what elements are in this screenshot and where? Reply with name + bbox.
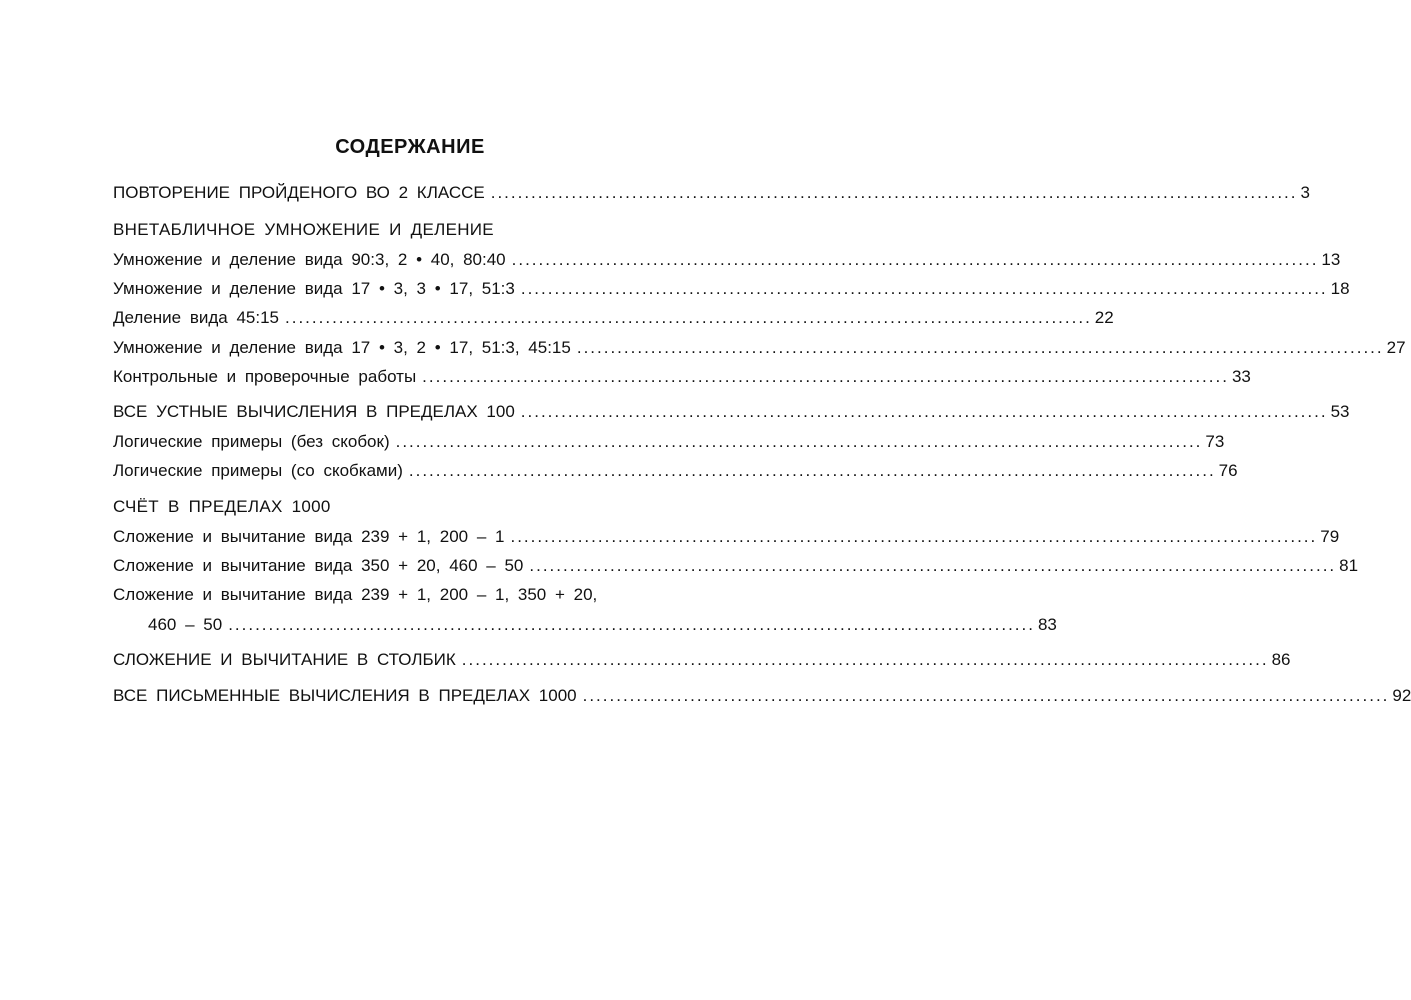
toc-entry-text: Деление вида 45:15 <box>113 308 280 327</box>
toc-page-number: 76 <box>1218 461 1238 480</box>
toc-entry-text: Логические примеры (со скобками) <box>113 461 403 480</box>
toc-page-number: 22 <box>1094 308 1114 327</box>
dot-leader: ........................................................................................................................ <box>520 402 1328 421</box>
toc-page-number: 79 <box>1320 527 1340 546</box>
dot-leader: ........................................................................................................................ <box>529 556 1337 575</box>
dot-leader: ........................................................................................................................ <box>511 250 1319 269</box>
toc-entry[interactable] <box>113 585 705 611</box>
toc-entry[interactable] <box>113 338 1406 364</box>
toc-page-number: 73 <box>1205 432 1225 451</box>
toc-entry-text: Сложение и вычитание вида 239 + 1, 200 – 1, 350 + 20, <box>113 585 598 604</box>
toc-section-repetition[interactable] <box>113 183 1310 209</box>
toc-page-number: 81 <box>1339 556 1359 575</box>
toc-entry[interactable] <box>113 308 1114 334</box>
toc-entry-text: ВСЕ ПИСЬМЕННЫЕ ВЫЧИСЛЕНИЯ В ПРЕДЕЛАХ 1000 <box>113 686 577 705</box>
toc-page-number: 27 <box>1386 338 1406 357</box>
page-title: СОДЕРЖАНИЕ <box>335 136 485 158</box>
dot-leader: ........................................................................................................................ <box>520 279 1328 298</box>
toc-page-number: 33 <box>1231 367 1251 386</box>
toc-entry-text: Умножение и деление вида 17 • 3, 3 • 17, 51:3 <box>113 279 515 298</box>
toc-entry[interactable] <box>113 250 1341 276</box>
toc-entry-text: Сложение и вычитание вида 239 + 1, 200 – 1 <box>113 527 505 546</box>
toc-entry-text: Умножение и деление вида 17 • 3, 2 • 17, 51:3, 45:15 <box>113 338 571 357</box>
toc-entry-text: ПОВТОРЕНИЕ ПРОЙДЕНОГО ВО 2 КЛАССЕ <box>113 183 485 202</box>
toc-entry-text: ВСЕ УСТНЫЕ ВЫЧИСЛЕНИЯ В ПРЕДЕЛАХ 100 <box>113 402 515 421</box>
toc-section-oral-calculations[interactable] <box>113 402 1350 428</box>
dot-leader: ........................................................................................................................ <box>576 338 1384 357</box>
toc-entry-text: 460 – 50 <box>148 615 223 634</box>
toc-section-multiplication <box>113 220 705 246</box>
dot-leader: ........................................................................................................................ <box>422 367 1229 386</box>
dot-leader: ........................................................................................................................ <box>510 527 1318 546</box>
dot-leader: ........................................................................................................................ <box>461 650 1269 669</box>
toc-entry-text: Контрольные и проверочные работы <box>113 367 417 386</box>
toc-entry[interactable] <box>113 461 1238 487</box>
toc-entry-continuation[interactable] <box>148 615 1057 641</box>
toc-entry[interactable] <box>113 279 1350 305</box>
dot-leader: ........................................................................................................................ <box>582 686 1390 705</box>
toc-entry-text: Сложение и вычитание вида 350 + 20, 460 – 50 <box>113 556 524 575</box>
toc-section-written-calculations[interactable] <box>113 686 1411 712</box>
toc-section-column-addition[interactable] <box>113 650 1291 676</box>
toc-page-number: 13 <box>1321 250 1341 269</box>
dot-leader: ........................................................................................................................ <box>228 615 1035 634</box>
toc-entry-text: СЛОЖЕНИЕ И ВЫЧИТАНИЕ В СТОЛБИК <box>113 650 456 669</box>
dot-leader: ........................................................................................................................ <box>285 308 1092 327</box>
toc-section-heading: ВНЕТАБЛИЧНОЕ УМНОЖЕНИЕ И ДЕЛЕНИЕ <box>113 220 494 239</box>
toc-page-number: 86 <box>1271 650 1291 669</box>
toc-entry[interactable] <box>113 432 1225 458</box>
toc-entry-text: Логические примеры (без скобок) <box>113 432 390 451</box>
toc-page-number: 83 <box>1037 615 1057 634</box>
dot-leader: ........................................................................................................................ <box>395 432 1203 451</box>
dot-leader: ........................................................................................................................ <box>490 183 1298 202</box>
toc-entry[interactable] <box>113 556 1359 582</box>
toc-entry[interactable] <box>113 527 1340 553</box>
dot-leader: ........................................................................................................................ <box>408 461 1216 480</box>
toc-page-number: 53 <box>1330 402 1350 421</box>
toc-page-number: 92 <box>1392 686 1411 705</box>
toc-page-number: 18 <box>1330 279 1350 298</box>
toc-entry-text: Умножение и деление вида 90:3, 2 • 40, 80:40 <box>113 250 506 269</box>
toc-entry[interactable] <box>113 367 1251 393</box>
toc-page-number: 3 <box>1300 183 1310 202</box>
toc-section-counting-1000 <box>113 497 705 523</box>
toc-section-heading: СЧЁТ В ПРЕДЕЛАХ 1000 <box>113 497 331 516</box>
